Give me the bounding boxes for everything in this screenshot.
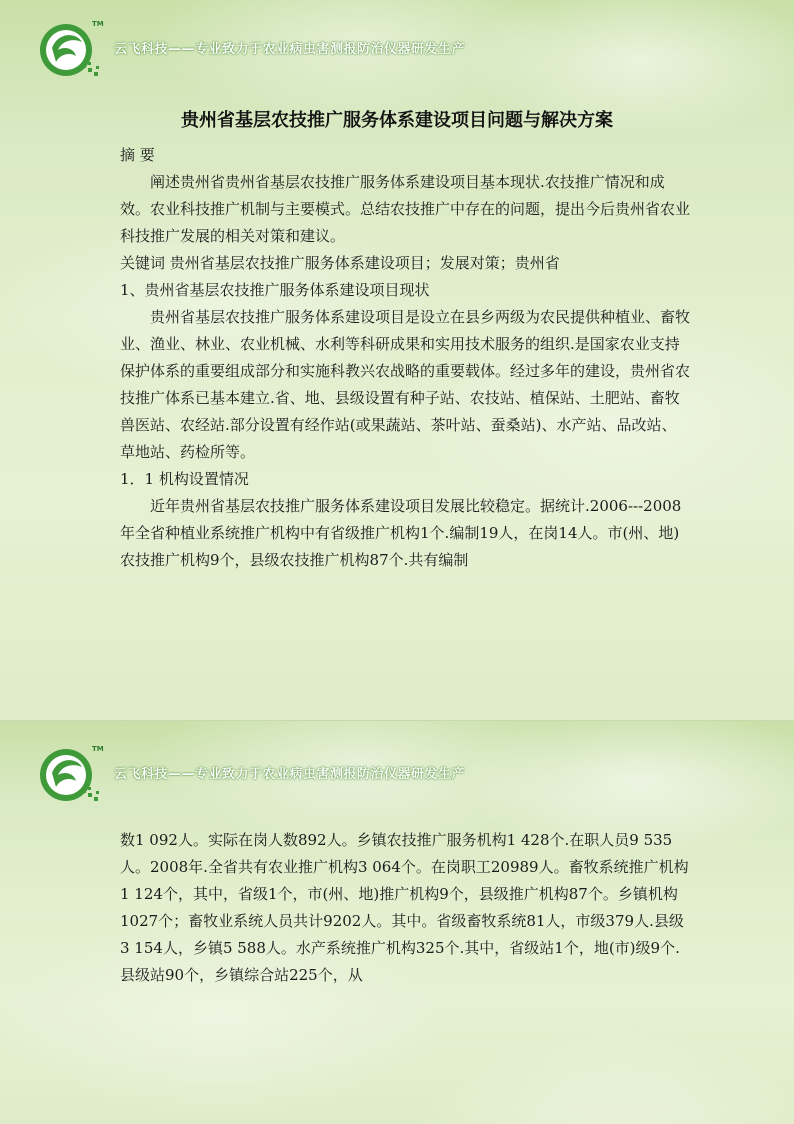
company-tagline: 云飞科技——专业致力于农业病虫害测报防治仪器研发生产 [114, 767, 466, 782]
section-1-1-heading: 1．1 机构设置情况 [120, 470, 249, 488]
trademark-mark: TM [92, 745, 104, 753]
section-1-1-paragraph: 近年贵州省基层农技推广服务体系建设项目发展比较稳定。据统计.2006---2008年全省种植业系统推广机构中有省级推广机构1个.编制19人，在岗14人。市(州、地)农技推广机构9个，县级农技推广机构87个.共有编制 [120, 497, 682, 569]
continued-paragraph: 数1 092人。实际在岗人数892人。乡镇农技推广服务机构1 428个.在职人员9 535人。2008年.全省共有农业推广机构3 064个。在岗职工20989人。畜牧系统推广机构1 124个，其中，省级1个，市(州、地)推广机构9个，县级推广机构87个。乡镇机构1027个；畜牧业系统人员共计9202人。其中。省级畜牧系统81人，市级379人.县级3 154人，乡镇5 588人。水产系统推广机构325个.其中，省级站1个，地(市)级9个.县级站90个，乡镇综合站225个，从 [120, 831, 689, 984]
yunfei-logo-icon [36, 743, 104, 811]
document-title: 贵州省基层农技推广服务体系建设项目问题与解决方案 [181, 110, 613, 131]
company-tagline: 云飞科技——专业致力于农业病虫害测报防治仪器研发生产 [114, 42, 466, 57]
section-1-paragraph: 贵州省基层农技推广服务体系建设项目是设立在县乡两级为农民提供种植业、畜牧业、渔业、林业、农业机械、水利等科研成果和实用技术服务的组织.是国家农业支持保护体系的重要组成部分和实施科教兴农战略的重要载体。经过多年的建设，贵州省农技推广体系已基本建立.省、地、县级设置有种子站、农技站、植保站、土肥站、畜牧兽医站、农经站.部分设置有经作站(或果蔬站、茶叶站、蚕桑站)、水产站、品改站、草地站、药检所等。 [120, 308, 691, 461]
section-1-heading: 1、贵州省基层农技推广服务体系建设项目现状 [120, 281, 430, 299]
yunfei-logo-icon [36, 18, 104, 86]
document-body [120, 142, 690, 574]
document-page-2 [0, 720, 794, 1124]
abstract-paragraph: 阐述贵州省贵州省基层农技推广服务体系建设项目基本现状.农技推广情况和成效。农业科技推广机制与主要模式。总结农技推广中存在的问题，提出今后贵州省农业科技推广发展的相关对策和建议。 [120, 173, 691, 245]
document-body-continued [120, 827, 690, 989]
trademark-mark: TM [92, 20, 104, 28]
abstract-heading: 摘 要 [120, 146, 155, 164]
keywords-line: 关键词 贵州省基层农技推广服务体系建设项目；发展对策；贵州省 [120, 254, 560, 272]
